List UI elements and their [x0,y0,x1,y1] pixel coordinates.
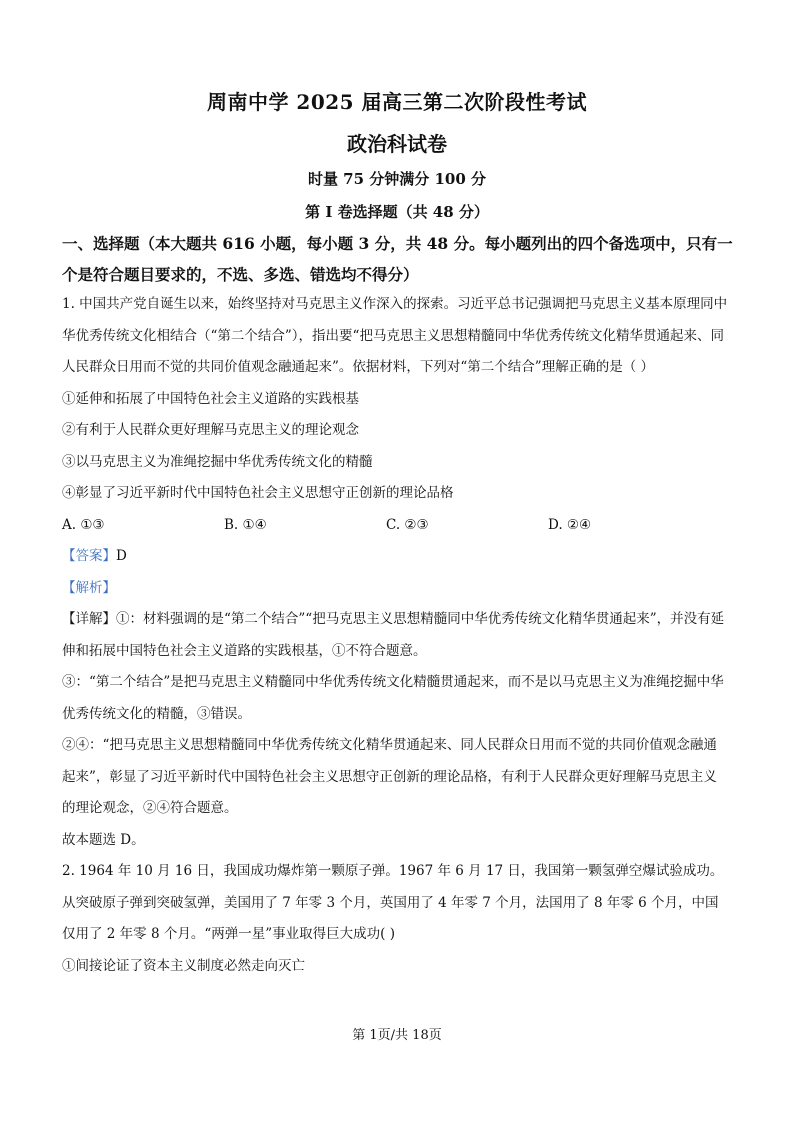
q1-item-4: ④彰显了习近平新时代中国特色社会主义思想守正创新的理论品格 [62,485,454,501]
exam-title: 周南中学 2025 届高三第二次阶段性考试 [206,90,588,114]
q2-stem: 2. 1964 年 10 月 16 日，我国成功爆炸第一颗原子弹。1967 年 6 月 17 日，我国第一颗氢弹空爆试验成功。从突破原子弹到突破氢弹，美国用了 7 年零 3 个月，英国用了 4 年零 7 个月，法国用了 8 年零 6 个月，中国仅用了 2 年零 8 个月。“两弹一星”事业取得巨大成功( ) [62,863,724,942]
explanation-3: ②④：“把马克思主义思想精髓同中华优秀传统文化精华贯通起来、同人民群众日用而不觉的共同价值观念融通起来”，彰显了习近平新时代中国特色社会主义思想守正创新的理论品格，有利于人民群众更好理解马克思主义的理论观念，②④符合题意。 [62,737,717,816]
page-number: 第 1页/共 18页 [352,1028,442,1043]
time-score: 时量 75 分钟满分 100 分 [307,170,487,188]
option-a: A. ①③ [62,516,105,533]
q1-answer [62,541,730,573]
q1-item-3: ③以马克思主义为准绳挖掘中华优秀传统文化的精髓 [62,453,373,470]
q1-stem: 1. 中国共产党自诞生以来，始终坚持对马克思主义作深入的探索。习近平总书记强调把马克思主义基本原理同中华优秀传统文化相结合（“第二个结合”），指出要“把马克思主义思想精髓同中华优秀传统文化精华贯通起来、同人民群众日用而不觉的共同价值观念融通起来”。依据材料，下列对“第二个结合”理解正确的是（ ） [62,296,728,375]
explanation-1: 【详解】①：材料强调的是“第二个结合”“把马克思主义思想精髓同中华优秀传统文化精华贯通起来”，并没有延伸和拓展中国特色社会主义道路的实践根基，①不符合题意。 [62,611,725,659]
q1-item-2: ②有利于人民群众更好理解马克思主义的理论观念 [62,422,359,438]
answer-value: D [116,548,127,564]
question-body [62,289,730,982]
q1-options [62,510,730,542]
part-heading: 第 I 卷选择题（共 48 分） [305,203,489,221]
subject-title: 政治科试卷 [347,132,447,156]
explanation-2: ③：“第二个结合”是把马克思主义精髓同中华优秀传统文化精髓贯通起来，而不是以马克思主义为准绳挖掘中华优秀传统文化的精髓，③错误。 [62,674,724,722]
q1-item-1: ①延伸和拓展了中国特色社会主义道路的实践根基 [62,390,359,407]
analysis-tag: 【解析】 [62,579,116,596]
option-b: B. ①④ [224,516,267,533]
option-d: D. ②④ [548,516,592,533]
answer-tag: 【答案】 [62,548,116,564]
section-instruction: 一、选择题（本大题共 616 小题，每小题 3 分，共 48 分。每小题列出的四个备选项中，只有一个是符合题目要求的，不选、多选、错选均不得分） [62,234,733,284]
option-c: C. ②③ [386,516,429,533]
q2-item-1: ①间接论证了资本主义制度必然走向灭亡 [62,957,305,974]
explanation-4: 故本题选 D。 [62,831,145,848]
